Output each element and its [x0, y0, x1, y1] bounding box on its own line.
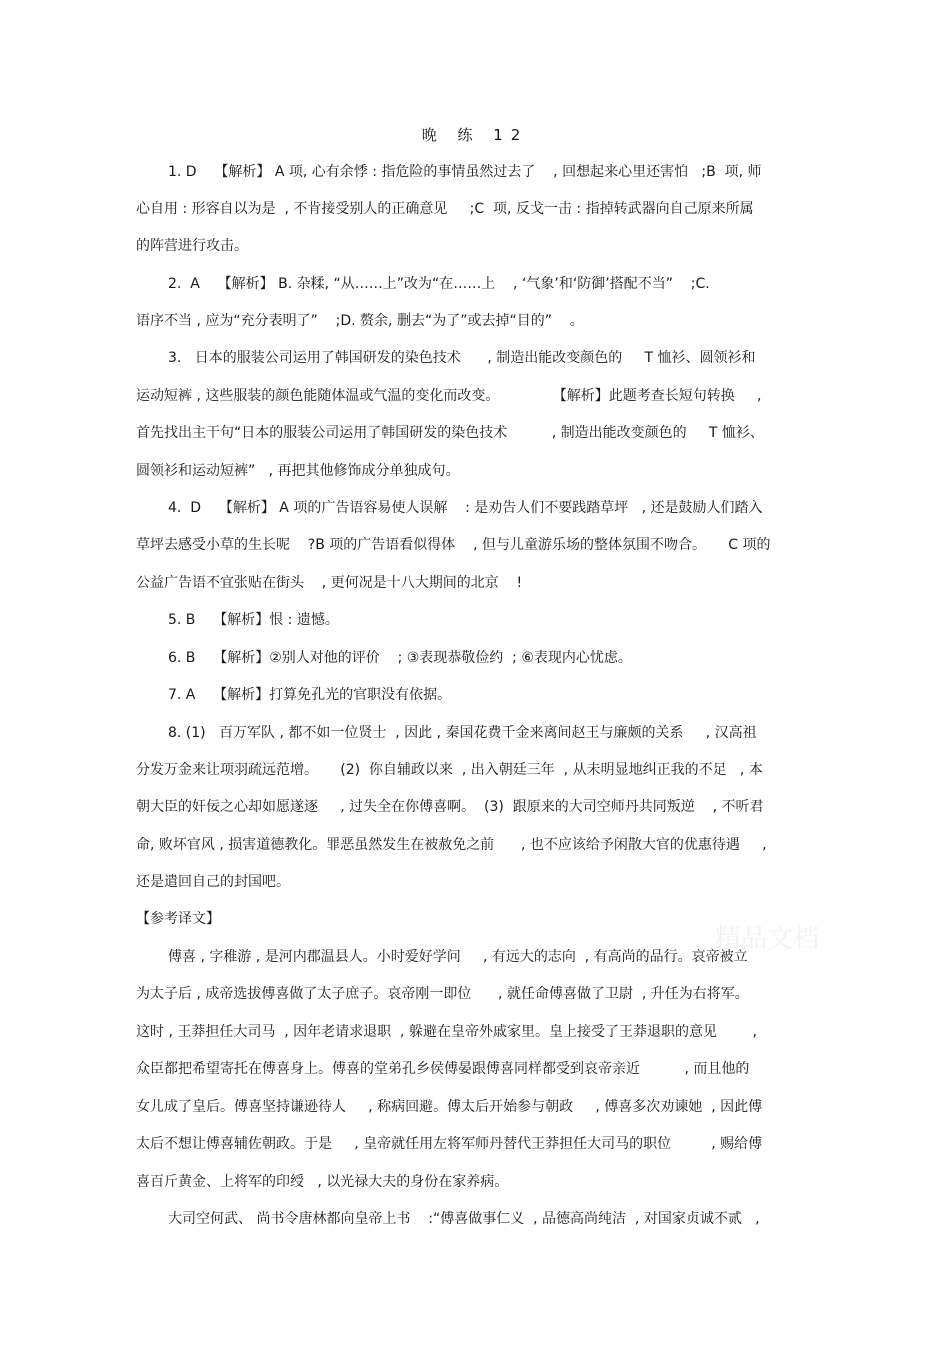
text-line: 命, 败坏官风 , 损害道德教化。罪恶虽然发生在被赦免之前 , 也不应该给予闲散大官的优惠待遇 ,: [136, 837, 767, 853]
text-line: 大司空何武、 尚书令唐林都向皇帝上书 :“傅喜做事仁义 , 品德高尚纯洁 , 对国家贞诚不贰 ,: [168, 1211, 760, 1227]
text-line: 公益广告语不宜张贴在街头 , 更何况是十八大期间的北京 !: [136, 575, 523, 591]
text-line: 还是遣回自己的封国吧。: [136, 874, 290, 890]
page-title: 晚 练 12: [421, 126, 529, 144]
text-line: 5. B 【解析】恨 : 遗憾。: [168, 612, 339, 628]
text-line: 7. A 【解析】打算免孔光的官职没有依据。: [168, 687, 452, 703]
text-line: 这时 , 王莽担任大司马 , 因年老请求退职 , 躲避在皇帝外戚家里。皇上接受了王莽退职的意见 ,: [136, 1024, 758, 1040]
text-line: 傅喜 , 字稚游 , 是河内郡温县人。小时爱好学问 , 有远大的志向 , 有高尚的品行。哀帝被立: [168, 949, 748, 965]
text-line: 分发万金来让项羽疏远范增。 (2) 你自辅政以来 , 出入朝廷三年 , 从未明显地纠正我的不足 , 本: [136, 762, 763, 778]
text-line: 太后不想让傅喜辅佐朝政。于是 , 皇帝就任用左将军师丹替代王莽担任大司马的职位 , 赐给傅: [136, 1136, 763, 1152]
text-line: 心自用 : 形容自以为是 , 不肯接受别人的正确意见 ;C 项, 反戈一击 : 指掉转武器向自己原来所属: [136, 201, 754, 217]
section-heading: 【参考译文】: [136, 911, 220, 927]
text-line: 朝大臣的奸佞之心却如愿遂逐 , 过失全在你傅喜啊。 (3) 跟原来的大司空师丹共同叛逆 , 不听君: [136, 799, 764, 815]
watermark: 精品文档: [715, 924, 820, 954]
text-line: 女儿成了皇后。傅喜坚持谦逊待人 , 称病回避。傅太后开始参与朝政 , 傅喜多次劝谏她 , 因此傅: [136, 1099, 763, 1115]
text-line: 众臣都把希望寄托在傅喜身上。傅喜的堂弟孔乡侯傅晏跟傅喜同样都受到哀帝亲近 , 而且他的: [136, 1061, 750, 1077]
text-line: 首先找出主干句“日本的服装公司运用了韩国研发的染色技术 , 制造出能改变颜色的 T 恤衫、: [136, 425, 764, 441]
text-line: 3. 日本的服装公司运用了韩国研发的染色技术 , 制造出能改变颜色的 T 恤衫、圆领衫和: [168, 350, 756, 366]
text-line: 8. (1) 百万军队 , 都不如一位贤士 , 因此 , 秦国花费千金来离间赵王与廉颇的关系 , 汉高祖: [168, 725, 757, 741]
text-line: 运动短裤 , 这些服装的颜色能随体温或气温的变化而改变。 【解析】此题考查长短句转换 ,: [136, 388, 762, 404]
text-line: 的阵营进行攻击。: [136, 238, 248, 254]
text-line: 语序不当 , 应为“充分表明了” ;D. 赘余, 删去“为了”或去掉“目的” 。: [136, 313, 584, 329]
text-line: 喜百斤黄金、上将军的印绶 , 以光禄大夫的身份在家养病。: [136, 1174, 509, 1190]
text-line: 草坪去感受小草的生长呢 ?B 项的广告语看似得体 , 但与儿童游乐场的整体氛围不吻合。 C 项的: [136, 537, 771, 553]
text-line: 1. D 【解析】 A 项, 心有余悸 : 指危险的事情虽然过去了 , 回想起来心里还害怕 ;B 项, 师: [168, 164, 762, 180]
text-line: 6. B 【解析】②别人对他的评价 ; ③表现恭敬俭约 ; ⑥表现内心忧虑。: [168, 650, 632, 666]
text-line: 为太子后 , 成帝选拔傅喜做了太子庶子。哀帝刚一即位 , 就任命傅喜做了卫尉 , 升任为右将军。: [136, 986, 749, 1002]
text-line: 4. D 【解析】 A 项的广告语容易使人误解 : 是劝告人们不要践踏草坪 , 还是鼓励人们踏入: [168, 500, 763, 516]
text-line: 圆领衫和运动短裤” , 再把其他修饰成分单独成句。: [136, 463, 460, 479]
text-line: 2. A 【解析】 B. 杂糅, “从……上”改为“在……上 , ‘气象’和‘防御’搭配不当” ;C.: [168, 276, 710, 292]
